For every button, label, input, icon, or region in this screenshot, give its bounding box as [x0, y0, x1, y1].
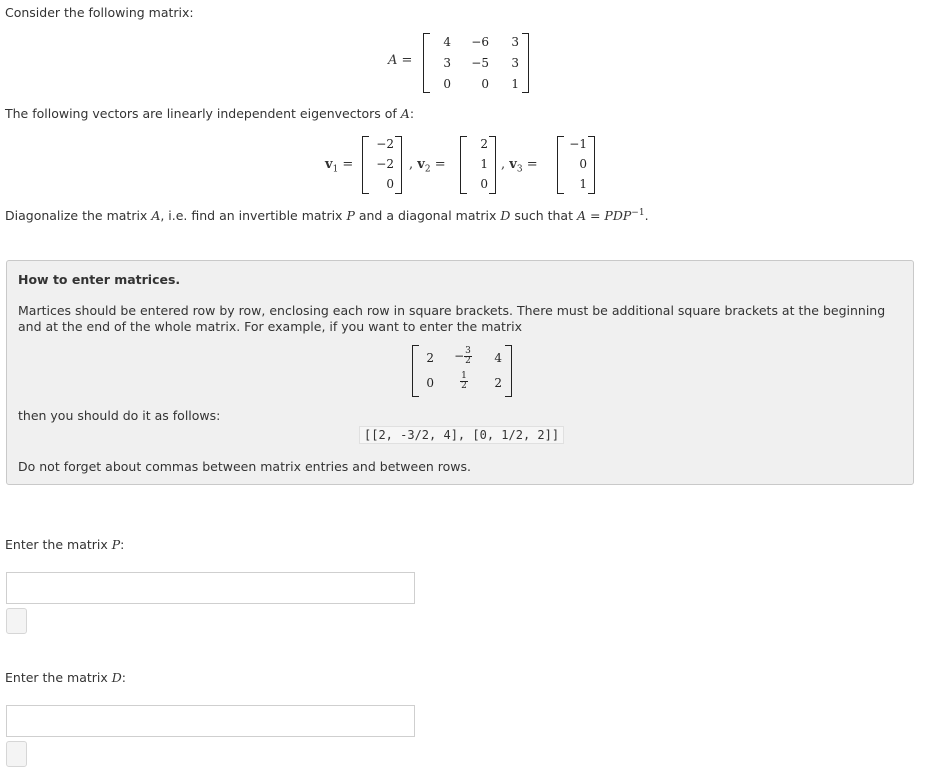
- matrix-p-input[interactable]: [6, 572, 415, 604]
- help-footer: Do not forget about commas between matrix entries and between rows.: [18, 459, 472, 474]
- enter-d-label: Enter the matrix D:: [5, 670, 126, 685]
- eigenvectors-text-prefix: The following vectors are linearly independent eigenvectors of: [5, 106, 397, 121]
- v2-label: , $v_2$ =: [409, 157, 446, 175]
- vector-v3-entry: −1: [569, 137, 587, 151]
- diagonalize-equation: A = PDP: [576, 208, 632, 224]
- vector-v1-entry: −2: [376, 137, 394, 151]
- vector-v1-entry: 0: [386, 177, 394, 191]
- example-matrix-cell: 0: [426, 376, 434, 390]
- matrix-a: [423, 33, 529, 93]
- matrix-a-cell: 3: [511, 35, 519, 49]
- example-matrix-cell: 2: [426, 351, 434, 365]
- matrix-a-label: A =: [388, 53, 413, 68]
- vector-v1: [362, 136, 402, 194]
- vector-v3-entry: 0: [579, 157, 587, 171]
- help-title: How to enter matrices.: [18, 272, 181, 287]
- example-matrix-cell: − $\frac{3}{2}$: [454, 346, 471, 366]
- matrix-a-cell: 0: [443, 77, 451, 91]
- enter-p-label: Enter the matrix P:: [5, 537, 125, 552]
- help-box: [6, 260, 914, 485]
- v3-label: , $v_3$ =: [501, 157, 538, 175]
- vector-v3: [557, 136, 595, 194]
- vector-v1-entry: −2: [376, 157, 394, 171]
- vector-v2-entry: 1: [480, 157, 488, 171]
- matrix-a-cell: 1: [511, 77, 519, 91]
- matrix-p-preview-button[interactable]: [6, 608, 27, 634]
- help-paragraph: Martices should be entered row by row, enclosing each row in square brackets. There must be additional square brackets at the beginning and at the end of the whole matrix. For example, if you want to enter the matrix: [18, 303, 886, 334]
- matrix-a-cell: 4: [443, 35, 451, 49]
- vector-v2: [460, 136, 496, 194]
- example-matrix-cell: 2: [494, 376, 502, 390]
- help-then-text: then you should do it as follows:: [18, 408, 221, 423]
- vector-v3-entry: 1: [579, 177, 587, 191]
- example-matrix-cell: $\frac{1}{2}$: [461, 371, 467, 391]
- vector-v2-entry: 0: [480, 177, 488, 191]
- code-example: [[2, -3/2, 4], [0, 1/2, 2]]: [359, 426, 564, 444]
- matrix-a-cell: 3: [511, 56, 519, 70]
- matrix-a-cell: −6: [471, 35, 489, 49]
- matrix-a-cell: 3: [443, 56, 451, 70]
- v1-label: $v_1$ =: [325, 157, 354, 175]
- matrix-a-symbol: A: [388, 53, 398, 68]
- eigenvectors-text: The following vectors are linearly independent eigenvectors of A:: [5, 106, 415, 121]
- eigenvectors-text-var: A: [400, 106, 410, 121]
- example-matrix-cell: 4: [494, 351, 502, 365]
- matrix-d-preview-button[interactable]: [6, 741, 27, 767]
- vector-v2-entry: 2: [480, 137, 488, 151]
- example-matrix: [412, 345, 512, 397]
- intro-text: Consider the following matrix:: [5, 5, 194, 20]
- matrix-d-input[interactable]: [6, 705, 415, 737]
- matrix-a-cell: 0: [481, 77, 489, 91]
- matrix-a-cell: −5: [471, 56, 489, 70]
- diagonalize-text: Diagonalize the matrix A, i.e. find an invertible matrix P and a diagonal matrix D such that $A = PDP^{-1}$.: [5, 208, 649, 224]
